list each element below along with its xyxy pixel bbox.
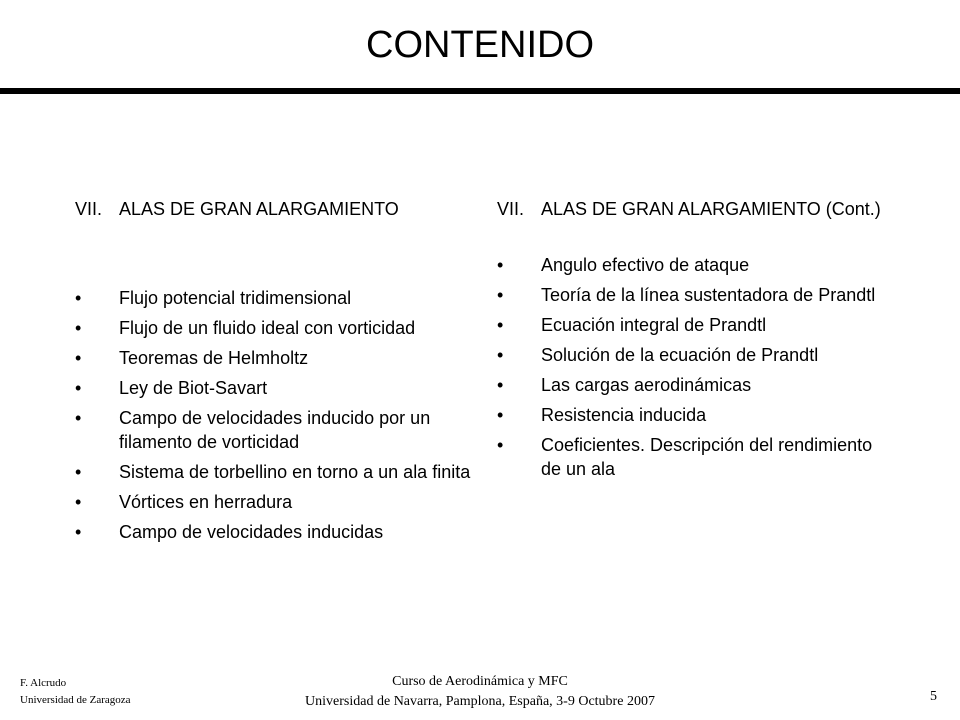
list-item-text: Campo de velocidades inducidas xyxy=(119,522,384,542)
bullet-icon: • xyxy=(75,318,82,338)
list-item-text: Coeficientes. Descripción del rendimiento de un ala xyxy=(541,435,873,479)
bullet-icon: • xyxy=(497,285,504,305)
list-item-text: Solución de la ecuación de Prandtl xyxy=(541,345,819,365)
list-item-text: Campo de velocidades inducido por un filamento de vorticidad xyxy=(119,408,431,452)
bullet-icon: • xyxy=(497,435,504,455)
list-item xyxy=(497,283,897,307)
list-item xyxy=(497,373,897,397)
list-item xyxy=(75,520,475,544)
bullet-icon: • xyxy=(75,462,82,482)
list-item xyxy=(497,433,897,481)
bullet-icon: • xyxy=(75,408,82,428)
list-item xyxy=(497,403,897,427)
bullet-icon: • xyxy=(75,522,82,542)
list-item-text: Flujo de un fluido ideal con vorticidad xyxy=(119,318,416,338)
left-column xyxy=(75,197,475,550)
right-heading-number: VII. xyxy=(497,199,525,219)
footer-author: F. Alcrudo xyxy=(20,677,67,689)
bullet-icon: • xyxy=(497,255,504,275)
list-item-text: Flujo potencial tridimensional xyxy=(119,288,352,308)
bullet-icon: • xyxy=(75,378,82,398)
list-item-text: Teoremas de Helmholtz xyxy=(119,348,309,368)
bullet-icon: • xyxy=(497,405,504,425)
bullet-icon: • xyxy=(497,375,504,395)
footer-venue: Universidad de Navarra, Pamplona, España, 3-9 Octubre 2007 xyxy=(305,694,655,709)
list-item xyxy=(497,253,897,277)
list-item xyxy=(75,286,475,310)
right-heading-text: ALAS DE GRAN ALARGAMIENTO (Cont.) xyxy=(541,199,881,219)
list-item xyxy=(75,376,475,400)
list-item xyxy=(75,460,475,484)
list-item xyxy=(75,406,475,454)
footer-affiliation: Universidad de Zaragoza xyxy=(20,694,131,706)
list-item xyxy=(75,490,475,514)
left-heading-text: ALAS DE GRAN ALARGAMIENTO xyxy=(119,199,399,219)
footer-course: Curso de Aerodinámica y MFC xyxy=(392,674,568,689)
title-divider xyxy=(0,88,960,94)
list-item-text: Resistencia inducida xyxy=(541,405,707,425)
bullet-icon: • xyxy=(75,492,82,512)
list-item-text: Ecuación integral de Prandtl xyxy=(541,315,767,335)
list-item-text: Teoría de la línea sustentadora de Prandtl xyxy=(541,285,876,305)
list-item-text: Angulo efectivo de ataque xyxy=(541,255,750,275)
list-item xyxy=(75,316,475,340)
slide-title: CONTENIDO xyxy=(366,24,594,66)
bullet-icon: • xyxy=(497,345,504,365)
left-item-list xyxy=(75,286,475,544)
list-item-text: Ley de Biot-Savart xyxy=(119,378,268,398)
list-item xyxy=(497,313,897,337)
bullet-icon: • xyxy=(75,288,82,308)
right-column xyxy=(497,197,897,487)
list-item xyxy=(75,346,475,370)
left-heading-number: VII. xyxy=(75,199,103,219)
bullet-icon: • xyxy=(497,315,504,335)
list-item xyxy=(497,343,897,367)
list-item-text: Vórtices en herradura xyxy=(119,492,293,512)
page-number: 5 xyxy=(930,689,937,704)
footer-course-block xyxy=(0,672,960,712)
bullet-icon: • xyxy=(75,348,82,368)
list-item-text: Sistema de torbellino en torno a un ala finita xyxy=(119,462,471,482)
left-section-heading xyxy=(75,197,475,221)
right-item-list xyxy=(497,253,897,481)
list-item-text: Las cargas aerodinámicas xyxy=(541,375,752,395)
right-section-heading xyxy=(497,197,897,221)
